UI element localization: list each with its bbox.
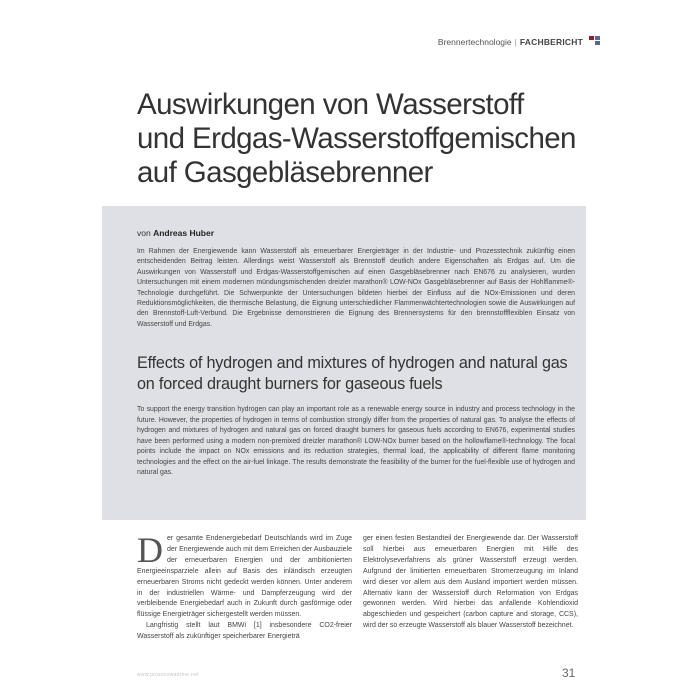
abstract-english: To support the energy transition hydrogen can play an important role as a renewable energy source in industry and process technology in the future. However, the properties of hydrogen in terms of combustion strongly differ from the properties of natural gas. To analyse the effects of hydrogen and mixtures of hydrogen and natural gas on forced draught burners for gaseous fuels according to EN676, experimental studies have been performed using a modern non-premixed dreizler marathon® LOW-NOx burner based on the hollowflame®-technology. The focal points include the impact on NOx emissions and its reduction strategies, thermal load, the applicability of different flame monitoring technologies and the effect on the air-fuel linkage. The results demonstrate the feasibility of the burner for the fuel-flexible use of hydrogen and natural gas. (137, 406, 575, 476)
logo-square-red (589, 36, 594, 40)
byline-prefix: von (137, 228, 151, 238)
body-column-left (137, 530, 352, 643)
header-section: Brennertechnologie (437, 37, 512, 47)
abstract-german: Im Rahmen der Energiewende kann Wasserstoff als erneuerbarer Energieträger in der Industrie- und Prozesstechnik zukünftig einen entscheidenden Beitrag leisten. Allerdings weist Wasserstoff als Brennstoff deutlich andere Eigenschaften als Erdgas auf. Um die Auswirkungen von Wasserstoff und Erdgas-Wasserstoffgemischen auf einen Gasgebläsebrenner nach EN676 zu analysieren, wurden Untersuchungen mit einem modernen mündungsmischenden dreizler marathon® LOW-NOx Gasgebläsebrenner auf Basis der Hohlflamme®-Technologie durchgeführt. Die Schwerpunkte der Untersuchungen bildeten hierbei der Einfluss auf die NOx-Emissionen und deren Reduktionsmöglichkeiten, die thermische Belastung, die Eignung unterschiedlicher Flammenwächtertechnologien sowie die Auswirkungen auf den Brennstoff-Luft-Verbund. Die Ergebnisse demonstrieren die Eignung des Brennersystems für den brennstoffflexiblen Einsatz von Wasserstoff und Erdgas. (137, 248, 575, 328)
body-paragraph-2: Langfristig stellt laut BMWi [1] insbesondere CO2-freier Wasserstoff als zukünftiger speicherbarer Energieträ (137, 622, 352, 641)
byline (137, 228, 214, 238)
header-separator: | (514, 37, 517, 47)
body-column-right (363, 534, 578, 632)
english-title: Effects of hydrogen and mixtures of hydrogen and natural gas on forced draught burners for gaseous fuels (137, 354, 568, 393)
publisher-logo (589, 36, 602, 46)
body-paragraph-3: ger einen festen Bestandteil der Energiewende dar. Der Wasserstoff soll hierbei aus erneuerbaren Energien mit Hilfe des Elektrolyseverfahrens als grüner Wasserstoff erzeugt werden. Aufgrund der limitierten erneuerbaren Stromerzeugung im Inland wird dieser vor allem aus dem Ausland importiert werden müssen. Alternativ kann der Wasserstoff durch Reformation von Erdgas gewonnen werden. Wird hierbei das anfallende Kohlendioxid abgeschieden und gespeichert (carbon capture and storage, CCS), wird der so erzeugte Wasserstoff als blauer Wasserstoff bezeichnet. (363, 535, 578, 630)
logo-square-blue (595, 36, 600, 40)
running-header (438, 37, 583, 47)
header-category: FACHBERICHT (519, 37, 583, 47)
page-number: 31 (562, 666, 576, 680)
body-paragraph-1: er gesamte Endenergiebedarf Deutschlands wird im Zuge der Energiewende auch mit dem Erreichen der Ausbauziele der erneuerbaren Energien und der ambitionierten Energieeinsparziele allein auf Basis des inländisch erzeugten erneuerbaren Stroms nicht gedeckt werden können. Unter anderem in der industriellen Wärme- und Dampferzeugung wird der verbleibende Energiebedarf auch in Zukunft durch gasförmige oder flüssige Energieträger sichergestellt werden müssen. (137, 535, 352, 619)
footer-url[interactable]: www.prozesswaerme.net (137, 672, 199, 678)
article-title: Auswirkungen von Wasserstoff und Erdgas-Wasserstoffgemischen auf Gasgebläsebrenner (137, 88, 576, 189)
drop-cap: D (137, 530, 163, 570)
author-name: Andreas Huber (153, 228, 215, 238)
logo-square-blue-2 (595, 41, 600, 45)
